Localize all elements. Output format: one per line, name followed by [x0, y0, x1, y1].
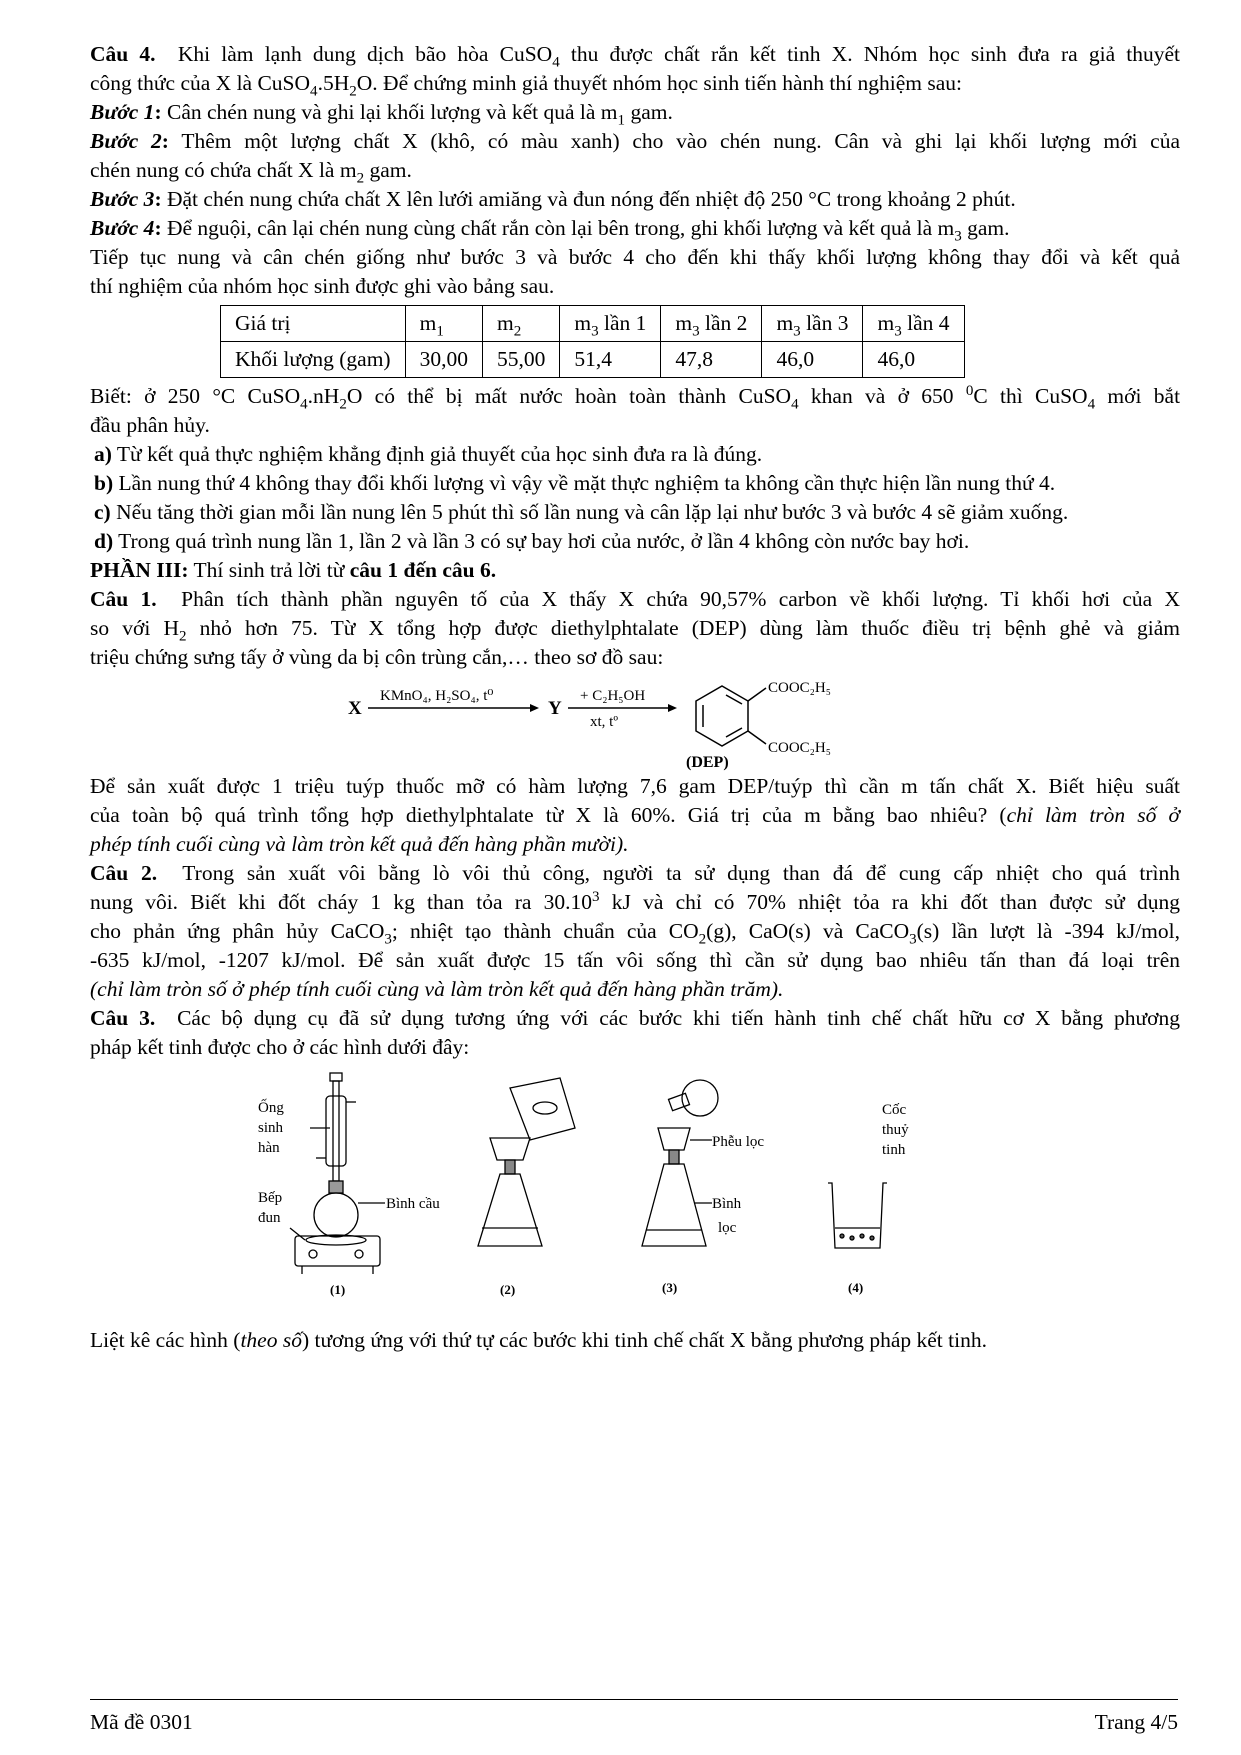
table-cell: 55,00 — [482, 342, 559, 378]
reaction-scheme — [90, 674, 1180, 771]
reagent-1: KMnO₄, H₂SO₄, t⁰ — [380, 688, 494, 704]
c1-line5: của toàn bộ quá trình tổng hợp diethylphtalate từ X là 60%. Giá trị của m bằng bao nhiêu? (chỉ làm tròn số ở — [90, 803, 1180, 827]
c1-line6: phép tính cuối cùng và làm tròn kết quả đến hàng phần mười). — [90, 832, 629, 856]
fig-label: thuỷ — [882, 1122, 909, 1138]
fig-label: sinh — [258, 1120, 284, 1136]
table-cell: 46,0 — [762, 342, 863, 378]
apparatus-diagram — [90, 1068, 1180, 1318]
reagent-2-bottom: xt, tº — [590, 714, 618, 730]
q4-step2: Bước 2: Thêm một lượng chất X (khô, có màu xanh) cho vào chén nung. Cân và ghi lại khối lượng mới của — [90, 129, 1181, 153]
fig-label: Bình cầu — [386, 1196, 440, 1212]
ester-group-bottom: COOC₂H₅ — [768, 740, 831, 756]
c3-line2: pháp kết tinh được cho ở các hình dưới đây: — [90, 1035, 470, 1059]
table-cell: 47,8 — [661, 342, 762, 378]
fig-number: (2) — [500, 1282, 516, 1297]
fig-number: (4) — [848, 1280, 864, 1295]
arrow-head-icon — [530, 704, 539, 712]
fig-label: lọc — [718, 1220, 737, 1236]
table-cell: 51,4 — [560, 342, 661, 378]
table-cell: 46,0 — [863, 342, 964, 378]
reflux-setup-icon — [290, 1073, 385, 1274]
fig-label: đun — [258, 1210, 281, 1226]
results-table — [220, 305, 965, 378]
q4-intro-line2: công thức của X là $CuSO_4.5H_2O$. Để chứng minh giả thuyết nhóm học sinh tiến hành thí nghiệm sau: — [90, 71, 962, 100]
fig-label: tinh — [882, 1142, 906, 1158]
dep-synthesis-diagram — [90, 674, 1180, 756]
table-cell: $m_3$ lần 4 — [863, 306, 964, 342]
table-cell: $m_3$ lần 2 — [661, 306, 762, 342]
table-cell: $m_3$ lần 1 — [560, 306, 661, 342]
ester-group-top: COOC₂H₅ — [768, 680, 831, 696]
c2-line3: cho phản ứng phân hủy CaCO$_3$; nhiệt tạo thành chuẩn của $CO_2(g)$, CaO(s) và CaCO$_3$(s) lần lượt là -394 kJ/mol, — [90, 919, 1180, 948]
filtration-setup-icon — [642, 1080, 718, 1246]
q4-option-a: a) Từ kết quả thực nghiệm khẳng định giả thuyết của học sinh đưa ra là đúng. — [94, 442, 763, 466]
c2-line5: (chỉ làm tròn số ở phép tính cuối cùng và làm tròn kết quả đến hàng phần trăm). — [90, 977, 784, 1001]
table-header-row — [221, 306, 965, 342]
exam-code: Mã đề 0301 — [90, 1710, 193, 1734]
fig-label: Bếp — [258, 1190, 283, 1206]
part3-heading: PHẦN III: Thí sinh trả lời từ câu 1 đến câu 6. — [90, 558, 497, 582]
table-row — [221, 342, 965, 378]
table-cell: 30,00 — [405, 342, 482, 378]
q4-continue-line2: thí nghiệm của nhóm học sinh được ghi vào bảng sau. — [90, 274, 555, 298]
benzene-ring-icon — [696, 686, 766, 746]
arrow-head-icon — [668, 704, 677, 712]
fig-number: (1) — [330, 1282, 346, 1297]
q4-intro-line1: Câu 4. Khi làm lạnh dung dịch bão hòa CuSO$_4$ thu được chất rắn kết tinh X. Nhóm học sinh đưa ra giả thuyết — [90, 42, 1181, 71]
fig-label: Ống — [258, 1100, 284, 1116]
fig-label: Phễu lọc — [712, 1134, 765, 1150]
reagent-2-top: + C₂H₅OH — [580, 688, 646, 704]
q4-step4: Bước 4: Để nguội, cân lại chén nung cùng chất rắn còn lại bên trong, ghi khối lượng và kết quả là $m_3$ gam. — [90, 216, 1010, 245]
q4-continue-line1: Tiếp tục nung và cân chén giống như bước 3 và bước 4 cho đến khi thấy khối lượng không thay đổi và kết quả — [90, 245, 1180, 269]
page-number: Trang 4/5 — [1094, 1710, 1178, 1734]
q4-option-c: c) Nếu tăng thời gian mỗi lần nung lên 5 phút thì số lần nung và cân lặp lại như bước 3 và bước 4 sẽ giảm xuống. — [94, 500, 1069, 524]
fig-label: Bình — [712, 1196, 742, 1212]
table-cell: Giá trị — [221, 306, 406, 342]
c3-question: Liệt kê các hình (theo số) tương ứng với thứ tự các bước khi tinh chế chất X bằng phương pháp kết tinh. — [90, 1328, 987, 1352]
fig-label: hàn — [258, 1140, 280, 1156]
fig-number: (3) — [662, 1280, 678, 1295]
c1-line3: triệu chứng sưng tấy ở vùng da bị côn trùng cắn,… theo sơ đồ sau: — [90, 645, 664, 669]
dep-label: (DEP) — [686, 754, 729, 771]
page-footer — [90, 1699, 1178, 1734]
exam-page — [90, 40, 1180, 1355]
c2-line1: Câu 2. Trong sản xuất vôi bằng lò vôi thủ công, người ta sử dụng than đá để cung cấp nhiệt cho quá trình — [90, 861, 1180, 885]
table-cell: $m_3$ lần 3 — [762, 306, 863, 342]
table-cell: $m_1$ — [405, 306, 482, 342]
scheme-y: Y — [548, 698, 562, 719]
q4-step1: Bước 1: Cân chén nung và ghi lại khối lượng và kết quả là $m_1$ gam. — [90, 100, 673, 129]
pouring-funnel-icon — [478, 1078, 575, 1246]
beaker-icon — [828, 1183, 887, 1248]
c1-line4: Để sản xuất được 1 triệu tuýp thuốc mỡ có hàm lượng 7,6 gam DEP/tuýp thì cần m tấn chất X. Biết hiệu suất — [90, 774, 1180, 798]
table-cell: $m_2$ — [482, 306, 559, 342]
q4-option-b: b) Lần nung thứ 4 không thay đổi khối lượng vì vậy về mặt thực nghiệm ta không cần thực hiện lần nung thứ 4. — [94, 471, 1056, 495]
c2-line2: nung vôi. Biết khi đốt cháy 1 kg than tỏa ra 30.10$^3$ kJ và chỉ có 70% nhiệt tỏa ra khi đốt than được sử dụng — [90, 888, 1180, 914]
q4-step3: Bước 3: Đặt chén nung chứa chất X lên lưới amiăng và đun nóng đến nhiệt độ 250 °C trong khoảng 2 phút. — [90, 187, 1016, 211]
q4-option-d: d) Trong quá trình nung lần 1, lần 2 và lần 3 có sự bay hơi của nước, ở lần 4 không còn nước bay hơi. — [94, 529, 970, 553]
c3-line1: Câu 3. Các bộ dụng cụ đã sử dụng tương ứng với các bước khi tiến hành tinh chế chất hữu cơ X bằng phương — [90, 1006, 1181, 1030]
apparatus-figure — [90, 1068, 1180, 1318]
scheme-x: X — [348, 698, 362, 719]
c1-line1: Câu 1. Phân tích thành phần nguyên tố của X thấy X chứa 90,57% carbon về khối lượng. Tỉ khối hơi của X — [90, 587, 1181, 611]
c1-line2: so với $H_2$ nhỏ hơn 75. Từ X tổng hợp được diethylphtalate (DEP) dùng làm thuốc điều trị bệnh ghẻ và giảm — [90, 616, 1180, 645]
q4-note-line1: Biết: ở 250 °C $CuSO_4.nH_2O$ có thể bị mất nước hoàn toàn thành CuSO$_4$ khan và ở 650 $^0$C thì CuSO$_4$ mới bắt — [90, 382, 1181, 413]
q4-step2-cont: chén nung có chứa chất X là $m_2$ gam. — [90, 158, 412, 187]
fig-label: Cốc — [882, 1102, 907, 1118]
q4-note-line2: đầu phân hủy. — [90, 413, 210, 437]
c2-line4: -635 kJ/mol, -1207 kJ/mol. Để sản xuất được 15 tấn vôi sống thì cần sử dụng bao nhiêu tấn than đá loại trên — [90, 948, 1180, 972]
table-cell: Khối lượng (gam) — [221, 342, 406, 378]
